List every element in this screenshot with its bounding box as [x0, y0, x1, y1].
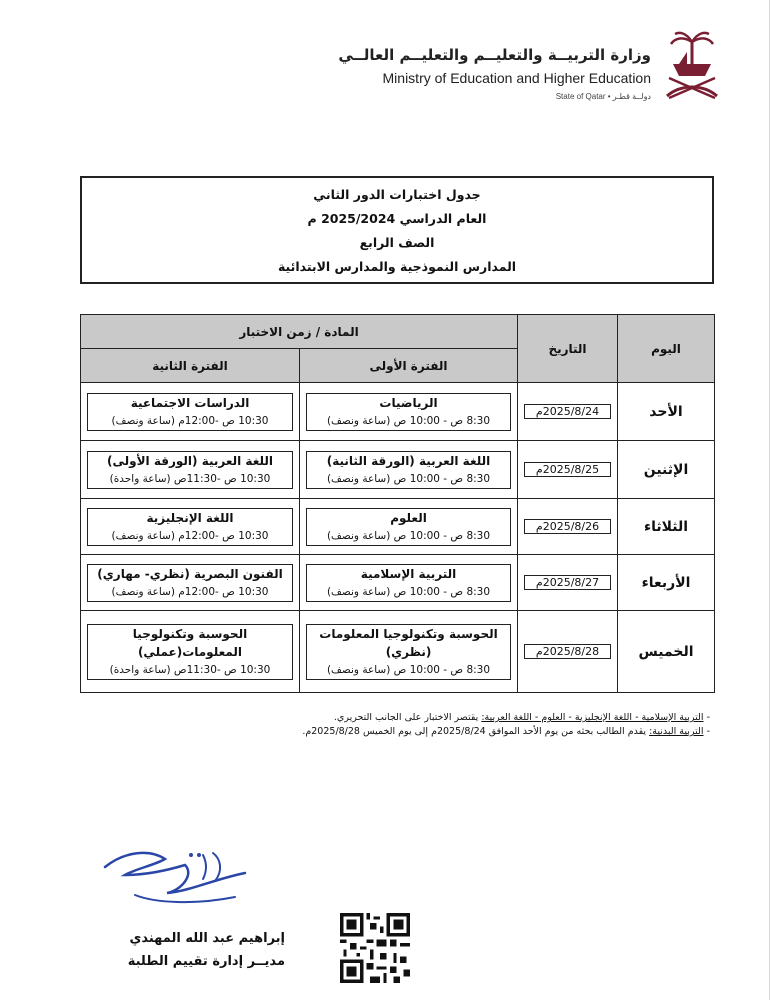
exam-schedule-table	[80, 314, 715, 693]
exam-time: 10:30 ص -11:30ص (ساعة واحدة)	[109, 472, 271, 485]
qr-code-icon	[340, 913, 410, 983]
subject: الفنون البصرية (نظري- مهاري)	[97, 566, 283, 581]
day-cell: الأربعاء	[618, 555, 715, 611]
title-line: جدول اختبارات الدور الثاني	[313, 187, 481, 202]
day-cell: الخميس	[618, 611, 715, 693]
subject: اللغة العربية (الورقة الأولى)	[107, 453, 273, 468]
note-text: يقدم الطالب بحثه من يوم الأحد الموافق 2025/8/24م إلى يوم الخميس 2025/8/28م.	[302, 726, 647, 737]
exam-time: 10:30 ص -11:30ص (ساعة واحدة)	[109, 663, 271, 676]
exam-time: 8:30 ص - 10:00 ص (ساعة ونصف)	[326, 663, 491, 676]
table-row	[81, 383, 715, 441]
day-cell: الأحد	[618, 383, 715, 441]
date-cell	[518, 555, 618, 611]
day-cell: الثلاثاء	[618, 499, 715, 555]
date-cell	[518, 499, 618, 555]
subject: الرياضيات	[379, 395, 438, 410]
header-period-2: الفترة الثانية	[81, 349, 300, 383]
note-physical-education: - التربية البدنية: يقدم الطالب بحثه من يوم الأحد الموافق 2025/8/24م إلى يوم الخميس 2025/8/28م.	[302, 726, 710, 737]
period-1-cell	[300, 441, 518, 499]
exam-time: 10:30 ص -12:00م (ساعة ونصف)	[111, 585, 269, 598]
subject-part: (نظري)	[385, 644, 432, 659]
notes	[70, 711, 710, 739]
period-1-cell	[300, 499, 518, 555]
period-2-cell	[81, 611, 300, 693]
note-text: يقتصر الاختبار على الجانب التحريري.	[333, 712, 479, 723]
subject: الحوسبة وتكنولوجيا المعلومات(عملي)	[132, 626, 248, 659]
exam-time: 10:30 ص -12:00م (ساعة ونصف)	[111, 529, 269, 542]
signature-image	[95, 845, 265, 925]
subject: الدراسات الاجتماعية	[130, 395, 250, 410]
ministry-name-ar: وزارة التربيــة والتعليــم والتعليــم العالــي	[338, 46, 651, 64]
date-value: 2025/8/24م	[535, 405, 600, 418]
day-cell: الإثنين	[618, 441, 715, 499]
state-of-qatar: State of Qatar • دولــة قطـر	[555, 92, 651, 101]
subject: التربية الإسلامية	[360, 566, 457, 581]
header-period-1: الفترة الأولى	[300, 349, 518, 383]
watermark: ​	[140, 150, 170, 166]
note-pe-label: التربية البدنية:	[649, 726, 704, 737]
exam-time: 8:30 ص - 10:00 ص (ساعة ونصف)	[326, 472, 491, 485]
date-value: 2025/8/28م	[535, 645, 600, 658]
period-1-cell	[300, 555, 518, 611]
exam-time: 10:30 ص -12:00م (ساعة ونصف)	[111, 414, 269, 427]
exam-time: 8:30 ص - 10:00 ص (ساعة ونصف)	[326, 414, 491, 427]
subject: اللغة الإنجليزية	[146, 510, 234, 525]
period-2-cell	[81, 441, 300, 499]
header-subject-time: المادة / زمن الاختبار	[81, 315, 518, 349]
header-day: اليوم	[618, 315, 715, 383]
signer-name: إبراهيم عبد الله المهندي	[129, 931, 285, 946]
exam-time: 8:30 ص - 10:00 ص (ساعة ونصف)	[326, 585, 491, 598]
qatar-emblem-icon	[659, 30, 725, 102]
table-row	[81, 555, 715, 611]
schedule-title-box	[80, 176, 714, 284]
period-2-cell	[81, 383, 300, 441]
signer-title: مديــر إدارة تقييم الطلبة	[127, 954, 285, 969]
grade: الصف الرابع	[359, 235, 435, 250]
ministry-name-en: Ministry of Education and Higher Education	[382, 70, 651, 86]
period-2-cell	[81, 499, 300, 555]
table-row	[81, 499, 715, 555]
date-cell	[518, 383, 618, 441]
academic-year	[82, 207, 712, 231]
subject: العلوم	[390, 510, 427, 525]
date-value: 2025/8/26م	[535, 520, 600, 533]
subject: اللغة العربية (الورقة الثانية)	[326, 453, 491, 468]
exam-time: 8:30 ص - 10:00 ص (ساعة ونصف)	[326, 529, 491, 542]
table-row	[81, 441, 715, 499]
date-cell	[518, 611, 618, 693]
table-row	[81, 611, 715, 693]
subject: الحوسبة وتكنولوجيا المعلومات	[319, 626, 498, 641]
header-date: التاريخ	[518, 315, 618, 383]
note-written-only: - التربية الإسلامية - اللغة الإنجليزية - العلوم - اللغة العربية: يقتصر الاختبار على الجانب التحريري.	[333, 712, 710, 723]
period-1-cell	[300, 383, 518, 441]
period-1-cell	[300, 611, 518, 693]
academic-year-value: 2025/2024 م	[307, 211, 396, 226]
schools: المدارس النموذجية والمدارس الابتدائية	[277, 259, 517, 274]
academic-year-label: العام الدراسي	[399, 211, 487, 226]
date-value: 2025/8/27م	[535, 576, 600, 589]
note-subjects: التربية الإسلامية - اللغة الإنجليزية - العلوم - اللغة العربية:	[481, 712, 704, 723]
date-cell	[518, 441, 618, 499]
period-2-cell	[81, 555, 300, 611]
letterhead	[338, 30, 725, 110]
date-value: 2025/8/25م	[535, 463, 600, 476]
